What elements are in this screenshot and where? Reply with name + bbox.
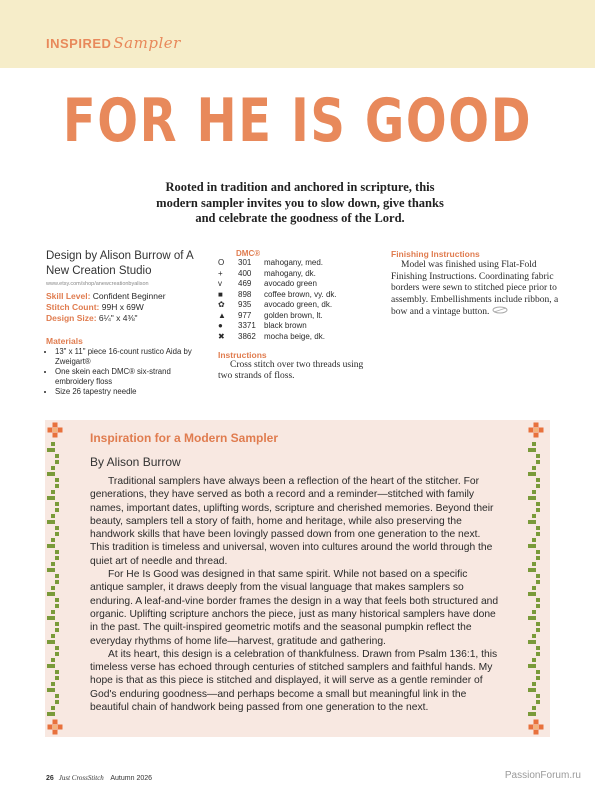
finishing-column: [391, 249, 566, 319]
dmc-heading: DMC®: [236, 249, 261, 258]
dmc-row: v 469 avocado green: [218, 279, 317, 288]
dmc-row: ✖ 3862 mocha beige, dk.: [218, 331, 325, 341]
instructions-text: Cross stitch over two threads using two strands of floss.: [218, 360, 364, 381]
issue-label: Autumn 2026: [110, 775, 153, 782]
stitch-symbol-icon: +: [218, 268, 223, 278]
watermark: PassionForum.ru: [504, 770, 581, 781]
instructions-heading: Instructions: [218, 350, 267, 360]
vine-border-right-icon: [526, 420, 546, 737]
stitch-symbol-icon: ✿: [218, 300, 225, 309]
dmc-row: ● 3371 black brown: [218, 321, 307, 330]
stitch-symbol-icon: ✖: [218, 331, 225, 341]
inspiration-heading: Inspiration for a Modern Sampler: [90, 431, 279, 445]
needle-icon: [492, 306, 508, 314]
list-item: • One skein each DMC® six-strand embroidery floss: [55, 367, 196, 387]
dmc-row: ▲ 977 golden brown, lt.: [218, 310, 323, 320]
specs-list: [46, 291, 196, 324]
finishing-heading: Finishing Instructions: [391, 249, 480, 259]
list-item: • Size 26 tapestry needle: [55, 387, 196, 397]
materials-heading: Materials: [46, 336, 83, 346]
stitch-symbol-icon: ▲: [218, 310, 226, 320]
page-title: FOR HE IS GOOD: [62, 86, 533, 156]
list-item: • 13" x 11" piece 16-count rustico Aida by Zweigart®: [55, 347, 196, 367]
stitch-symbol-icon: ■: [218, 289, 223, 299]
inspiration-byline: By Alison Burrow: [90, 455, 181, 469]
section-label: [46, 34, 181, 52]
intro-text: Rooted in tradition and anchored in scripture, this modern sampler invites you to slow down, give thanks and celebrate the goodness of the Lord.: [156, 180, 444, 225]
dmc-row: ✿ 935 avocado green, dk.: [218, 300, 333, 309]
dmc-row: O 301 mahogany, med.: [218, 258, 323, 267]
section-label-caps: INSPIRED: [46, 36, 112, 51]
vine-border-left-icon: [45, 420, 65, 737]
dmc-row: ■ 898 coffee brown, vy. dk.: [218, 289, 337, 299]
paragraph: Traditional samplers have always been a reflection of the heart of the stitcher. For generations, they have served as both a record and a reminder—stitched with family names, important dates, uplifting words, scripture and cherished memories. Beyond their beauty, samplers tell a story of faith, home and heritage, while also preserving the handwork skills that have been lovingly passed down from one generation to the next. This tradition is timeless and universal, woven into cultures around the world through the quiet art of needle and thread.: [90, 476, 494, 567]
paragraph: For He Is Good was designed in that same spirit. While not based on a specific antique sampler, it draws deeply from the visual language that makes samplers so enduring. A leaf-and-vine border frames the design in a way that feels both structured and organic. Uplifting scripture anchors the piece, just as many historical samplers have done in the past. The quilt-inspired geometric motifs and the seasonal pumpkin reflect the everyday rhythms of home life—harvest, gratitude and gathering.: [90, 569, 499, 647]
finishing-text: Model was finished using Flat-Fold Finishing Instructions. Coordinating fabric borders were sewn to stitched piece prior to assembly. Embellishments include ribbon, a bow and a vintage button.: [391, 260, 559, 317]
section-label-script: Sampler: [113, 34, 181, 52]
spec-row: Skill Level: Confident Beginner: [46, 291, 166, 301]
inspiration-body: [90, 475, 500, 714]
stitch-symbol-icon: ●: [218, 321, 223, 330]
designer-credit: Design by Alison Burrow of A New Creation Studio: [46, 250, 194, 277]
designer-url[interactable]: www.etsy.com/shop/anewcreationbyalison: [46, 281, 149, 287]
spec-row: Stitch Count: 99H x 69W: [46, 302, 144, 312]
paragraph: At its heart, this design is a celebration of thankfulness. Drawn from Psalm 136:1, this timeless verse has echoed through centuries of stitched samplers and faithful hands. My hope is that as this piece is stitched and displayed, it will serve as a gentle reminder of God's enduring goodness—and perhaps become a small but meaningful link in the beautiful chain of handwork being passed from one generation to the next.: [90, 648, 498, 714]
spec-row: Design Size: 6¼" x 4⅜": [46, 313, 138, 323]
stitch-symbol-icon: v: [218, 279, 222, 288]
magazine-name: Just CrossStitch: [58, 774, 104, 782]
dmc-column: [218, 249, 378, 382]
stitch-symbol-icon: O: [218, 258, 225, 267]
dmc-row: + 400 mahogany, dk.: [218, 268, 316, 278]
designer-column: [46, 249, 196, 397]
page-footer: [46, 774, 152, 782]
page-number: 26: [46, 775, 54, 782]
materials-list: [46, 347, 196, 397]
